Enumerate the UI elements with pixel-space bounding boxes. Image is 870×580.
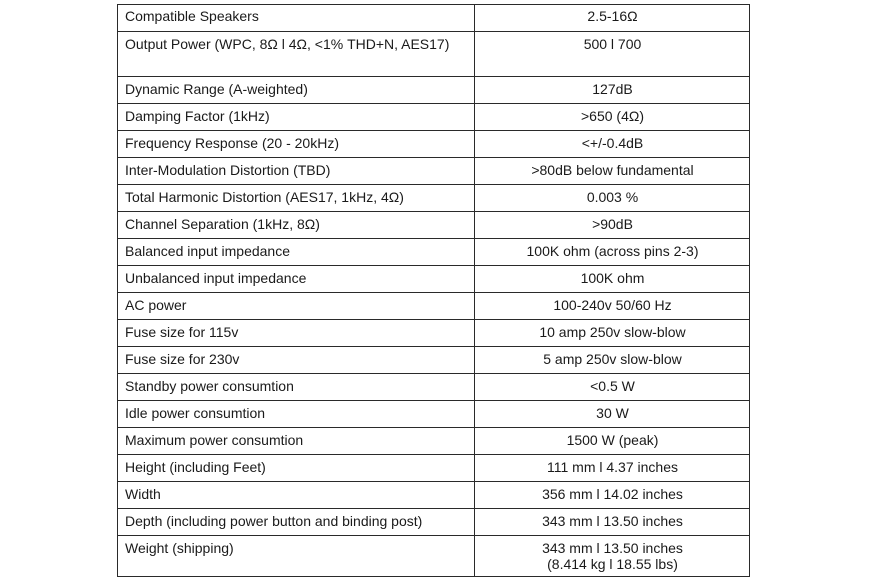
spec-label: Compatible Speakers <box>118 5 475 32</box>
spec-label: Channel Separation (1kHz, 8Ω) <box>118 212 475 239</box>
spec-label: Frequency Response (20 - 20kHz) <box>118 131 475 158</box>
spec-row-width <box>118 482 750 509</box>
spec-value: 100K ohm (across pins 2-3) <box>475 239 750 266</box>
spec-value: 5 amp 250v slow-blow <box>475 347 750 374</box>
spec-label: Balanced input impedance <box>118 239 475 266</box>
spec-label: Dynamic Range (A-weighted) <box>118 77 475 104</box>
spec-value: 1500 W (peak) <box>475 428 750 455</box>
spec-value: 100-240v 50/60 Hz <box>475 293 750 320</box>
spec-value: <+/-0.4dB <box>475 131 750 158</box>
spec-row-standby-power <box>118 374 750 401</box>
spec-label: Width <box>118 482 475 509</box>
spec-row-damping-factor <box>118 104 750 131</box>
spec-row-frequency-response <box>118 131 750 158</box>
spec-table-body <box>118 5 750 577</box>
spec-label: Inter-Modulation Distortion (TBD) <box>118 158 475 185</box>
spec-label: AC power <box>118 293 475 320</box>
spec-row-ac-power <box>118 293 750 320</box>
spec-row-compatible-speakers <box>118 5 750 32</box>
spec-row-fuse-230v <box>118 347 750 374</box>
spec-label: Height (including Feet) <box>118 455 475 482</box>
spec-label: Standby power consumtion <box>118 374 475 401</box>
spec-value: 0.003 % <box>475 185 750 212</box>
spec-row-maximum-power <box>118 428 750 455</box>
spec-label: Weight (shipping) <box>118 536 475 577</box>
spec-value: >90dB <box>475 212 750 239</box>
spec-value: 356 mm l 14.02 inches <box>475 482 750 509</box>
spec-value: 10 amp 250v slow-blow <box>475 320 750 347</box>
spec-value: >80dB below fundamental <box>475 158 750 185</box>
spec-value: 343 mm l 13.50 inches <box>475 509 750 536</box>
spec-value: 127dB <box>475 77 750 104</box>
spec-table <box>117 4 750 577</box>
spec-value: 30 W <box>475 401 750 428</box>
spec-value: 111 mm l 4.37 inches <box>475 455 750 482</box>
spec-row-depth <box>118 509 750 536</box>
spec-row-fuse-115v <box>118 320 750 347</box>
spec-row-total-harmonic-distortion <box>118 185 750 212</box>
spec-label: Maximum power consumtion <box>118 428 475 455</box>
spec-row-channel-separation <box>118 212 750 239</box>
spec-value: <0.5 W <box>475 374 750 401</box>
spec-value: 2.5-16Ω <box>475 5 750 32</box>
spec-row-idle-power <box>118 401 750 428</box>
spec-label: Fuse size for 115v <box>118 320 475 347</box>
spec-label: Damping Factor (1kHz) <box>118 104 475 131</box>
spec-label: Unbalanced input impedance <box>118 266 475 293</box>
spec-row-unbalanced-input-impedance <box>118 266 750 293</box>
spec-label: Depth (including power button and binding post) <box>118 509 475 536</box>
spec-value: 100K ohm <box>475 266 750 293</box>
spec-row-balanced-input-impedance <box>118 239 750 266</box>
spec-row-dynamic-range <box>118 77 750 104</box>
spec-row-weight <box>118 536 750 577</box>
spec-value: 343 mm l 13.50 inches (8.414 kg l 18.55 lbs) <box>475 536 750 577</box>
spec-label: Fuse size for 230v <box>118 347 475 374</box>
spec-label: Output Power (WPC, 8Ω l 4Ω, <1% THD+N, AES17) <box>118 32 475 77</box>
spec-row-height <box>118 455 750 482</box>
spec-value: 500 l 700 <box>475 32 750 77</box>
spec-label: Total Harmonic Distortion (AES17, 1kHz, 4Ω) <box>118 185 475 212</box>
spec-row-intermodulation-distortion <box>118 158 750 185</box>
spec-row-output-power <box>118 32 750 77</box>
spec-value: >650 (4Ω) <box>475 104 750 131</box>
spec-label: Idle power consumtion <box>118 401 475 428</box>
